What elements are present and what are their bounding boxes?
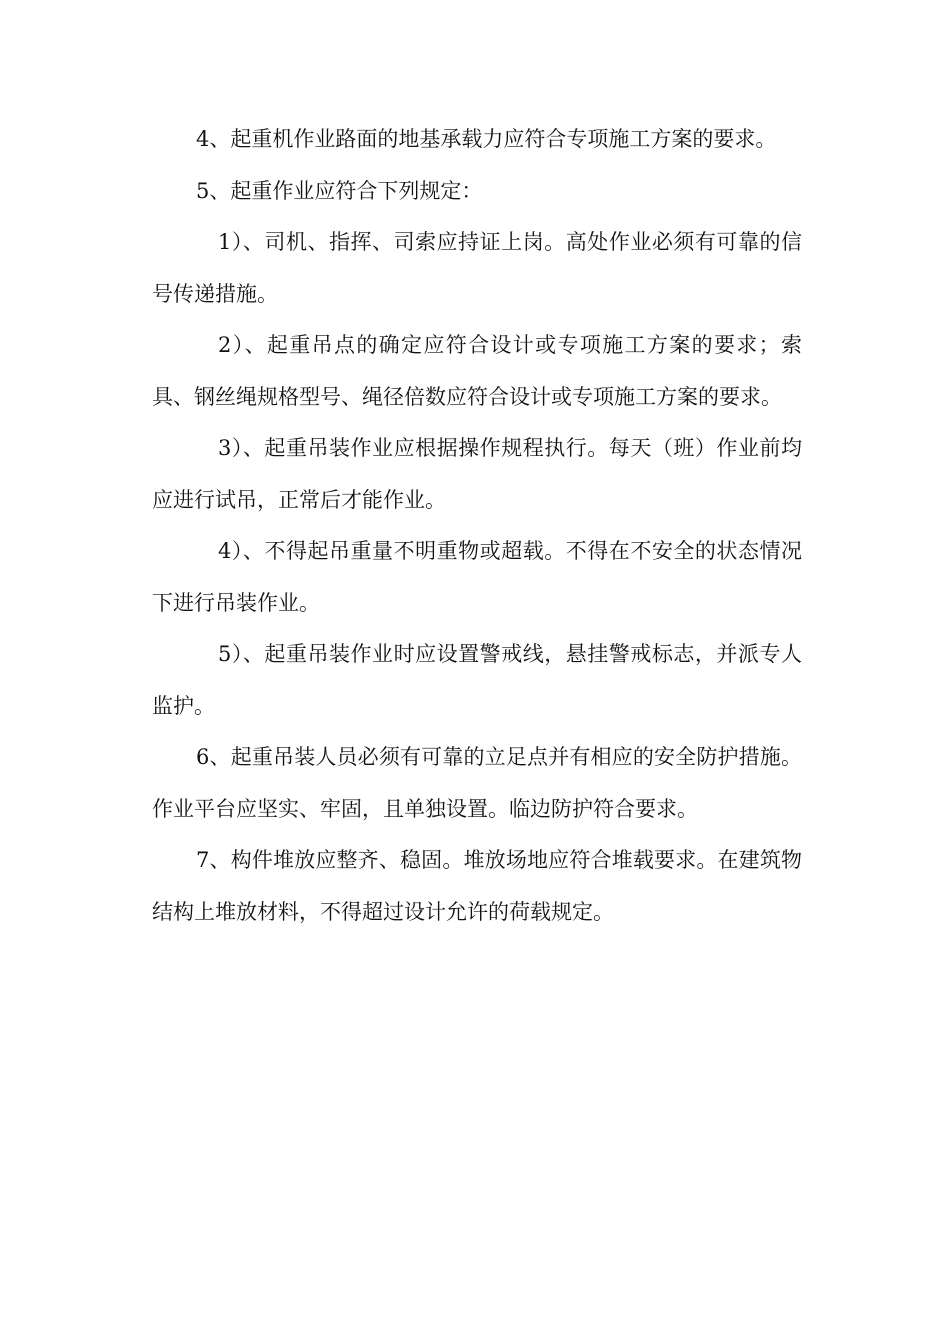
paragraph-item-7: 7、构件堆放应整齐、稳固。堆放场地应符合堆载要求。在建筑物结构上堆放材料，不得超过设计允许的荷载规定。 [152, 848, 802, 924]
paragraph-subitem-2: 2）、起重吊点的确定应符合设计或专项施工方案的要求；索具、钢丝绳规格型号、绳径倍数应符合设计或专项施工方案的要求。 [152, 333, 802, 409]
paragraph-item-6: 6、起重吊装人员必须有可靠的立足点并有相应的安全防护措施。作业平台应坚实、牢固，且单独设置。临边防护符合要求。 [152, 745, 802, 821]
paragraph-subitem-5: 5）、起重吊装作业时应设置警戒线，悬挂警戒标志，并派专人监护。 [152, 642, 802, 718]
document-body [152, 114, 802, 938]
paragraph-subitem-4: 4）、不得起吊重量不明重物或超载。不得在不安全的状态情况下进行吊装作业。 [152, 539, 802, 615]
paragraph-subitem-3: 3）、起重吊装作业应根据操作规程执行。每天（班）作业前均应进行试吊，正常后才能作业。 [152, 436, 802, 512]
paragraph-subitem-1: 1）、司机、指挥、司索应持证上岗。高处作业必须有可靠的信号传递措施。 [152, 230, 802, 306]
paragraph-item-5: 5、起重作业应符合下列规定： [196, 178, 483, 203]
paragraph-item-4: 4、起重机作业路面的地基承载力应符合专项施工方案的要求。 [196, 127, 777, 151]
